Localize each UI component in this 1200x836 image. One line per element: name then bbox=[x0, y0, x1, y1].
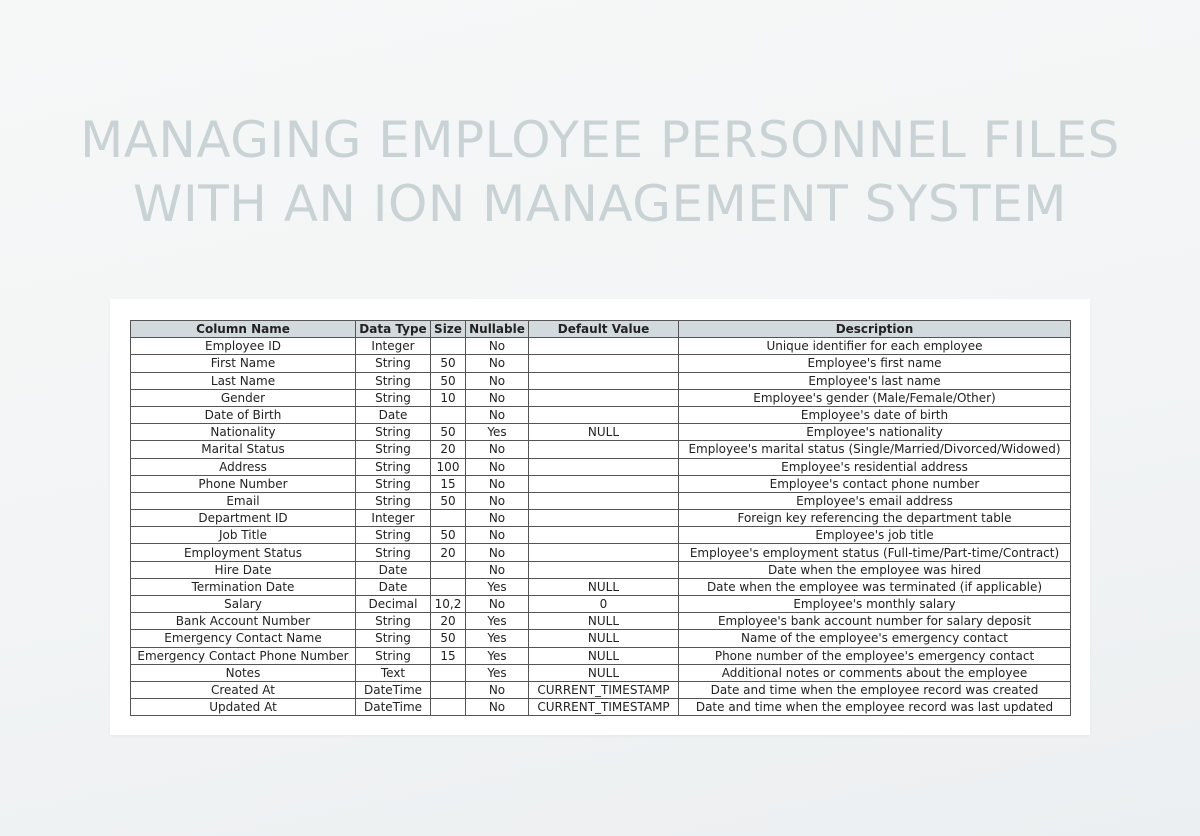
table-row bbox=[131, 510, 1071, 527]
cell-data-type: Text bbox=[356, 664, 431, 681]
cell-data-type: String bbox=[356, 372, 431, 389]
cell-description: Unique identifier for each employee bbox=[679, 338, 1071, 355]
cell-nullable: No bbox=[466, 338, 529, 355]
table-row bbox=[131, 613, 1071, 630]
cell-nullable: No bbox=[466, 372, 529, 389]
cell-description: Date when the employee was terminated (if applicable) bbox=[679, 578, 1071, 595]
cell-nullable: No bbox=[466, 596, 529, 613]
cell-default-value bbox=[529, 510, 679, 527]
cell-nullable: No bbox=[466, 527, 529, 544]
cell-data-type: String bbox=[356, 630, 431, 647]
cell-data-type: String bbox=[356, 424, 431, 441]
cell-size bbox=[431, 561, 466, 578]
cell-column-name: Email bbox=[131, 492, 356, 509]
cell-nullable: No bbox=[466, 492, 529, 509]
cell-column-name: Address bbox=[131, 458, 356, 475]
cell-nullable: No bbox=[466, 699, 529, 716]
table-header-row bbox=[131, 321, 1071, 338]
cell-description: Employee's last name bbox=[679, 372, 1071, 389]
cell-data-type: Integer bbox=[356, 338, 431, 355]
cell-nullable: Yes bbox=[466, 664, 529, 681]
cell-column-name: Emergency Contact Name bbox=[131, 630, 356, 647]
page-title bbox=[0, 108, 1200, 236]
employee-schema-table bbox=[130, 320, 1071, 716]
cell-data-type: String bbox=[356, 527, 431, 544]
cell-nullable: No bbox=[466, 544, 529, 561]
cell-column-name: Marital Status bbox=[131, 441, 356, 458]
table-row bbox=[131, 492, 1071, 509]
cell-data-type: Date bbox=[356, 578, 431, 595]
cell-description: Date and time when the employee record was last updated bbox=[679, 699, 1071, 716]
cell-column-name: Salary bbox=[131, 596, 356, 613]
cell-default-value bbox=[529, 492, 679, 509]
cell-description: Phone number of the employee's emergency contact bbox=[679, 647, 1071, 664]
cell-nullable: Yes bbox=[466, 647, 529, 664]
table-row bbox=[131, 338, 1071, 355]
table-row bbox=[131, 544, 1071, 561]
cell-default-value bbox=[529, 406, 679, 423]
cell-size: 15 bbox=[431, 647, 466, 664]
table-row bbox=[131, 561, 1071, 578]
cell-description: Employee's residential address bbox=[679, 458, 1071, 475]
table-row bbox=[131, 389, 1071, 406]
cell-description: Employee's employment status (Full-time/Part-time/Contract) bbox=[679, 544, 1071, 561]
cell-column-name: Employee ID bbox=[131, 338, 356, 355]
table-row bbox=[131, 647, 1071, 664]
cell-size bbox=[431, 578, 466, 595]
cell-default-value bbox=[529, 355, 679, 372]
table-body bbox=[131, 338, 1071, 716]
title-line-1: MANAGING EMPLOYEE PERSONNEL FILES bbox=[80, 111, 1120, 169]
cell-default-value: NULL bbox=[529, 613, 679, 630]
cell-nullable: No bbox=[466, 389, 529, 406]
header-description: Description bbox=[679, 321, 1071, 338]
cell-column-name: Created At bbox=[131, 681, 356, 698]
table-row bbox=[131, 630, 1071, 647]
table-row bbox=[131, 406, 1071, 423]
cell-data-type: String bbox=[356, 492, 431, 509]
cell-nullable: Yes bbox=[466, 630, 529, 647]
cell-default-value: NULL bbox=[529, 630, 679, 647]
cell-size: 50 bbox=[431, 492, 466, 509]
cell-nullable: Yes bbox=[466, 578, 529, 595]
title-line-2: WITH AN ION MANAGEMENT SYSTEM bbox=[133, 175, 1067, 233]
cell-column-name: First Name bbox=[131, 355, 356, 372]
cell-description: Name of the employee's emergency contact bbox=[679, 630, 1071, 647]
table-row bbox=[131, 578, 1071, 595]
cell-description: Employee's contact phone number bbox=[679, 475, 1071, 492]
cell-data-type: String bbox=[356, 441, 431, 458]
cell-data-type: String bbox=[356, 613, 431, 630]
cell-default-value bbox=[529, 338, 679, 355]
cell-nullable: Yes bbox=[466, 613, 529, 630]
cell-default-value bbox=[529, 527, 679, 544]
cell-data-type: String bbox=[356, 475, 431, 492]
table-row bbox=[131, 355, 1071, 372]
cell-default-value bbox=[529, 441, 679, 458]
cell-nullable: No bbox=[466, 475, 529, 492]
cell-size: 50 bbox=[431, 355, 466, 372]
cell-default-value bbox=[529, 544, 679, 561]
header-data-type: Data Type bbox=[356, 321, 431, 338]
cell-default-value: NULL bbox=[529, 664, 679, 681]
cell-size bbox=[431, 681, 466, 698]
cell-data-type: Decimal bbox=[356, 596, 431, 613]
cell-default-value: NULL bbox=[529, 647, 679, 664]
cell-size: 50 bbox=[431, 527, 466, 544]
cell-size: 20 bbox=[431, 613, 466, 630]
cell-default-value bbox=[529, 475, 679, 492]
cell-nullable: No bbox=[466, 561, 529, 578]
cell-data-type: String bbox=[356, 458, 431, 475]
table-row bbox=[131, 681, 1071, 698]
cell-description: Employee's email address bbox=[679, 492, 1071, 509]
cell-size: 15 bbox=[431, 475, 466, 492]
cell-size bbox=[431, 338, 466, 355]
cell-size bbox=[431, 699, 466, 716]
cell-description: Employee's nationality bbox=[679, 424, 1071, 441]
cell-column-name: Date of Birth bbox=[131, 406, 356, 423]
cell-size: 50 bbox=[431, 424, 466, 441]
cell-size: 50 bbox=[431, 630, 466, 647]
cell-nullable: No bbox=[466, 681, 529, 698]
cell-size bbox=[431, 664, 466, 681]
table-row bbox=[131, 441, 1071, 458]
cell-size: 20 bbox=[431, 544, 466, 561]
cell-default-value: 0 bbox=[529, 596, 679, 613]
cell-description: Employee's marital status (Single/Married/Divorced/Widowed) bbox=[679, 441, 1071, 458]
header-default-value: Default Value bbox=[529, 321, 679, 338]
cell-default-value bbox=[529, 561, 679, 578]
cell-description: Additional notes or comments about the employee bbox=[679, 664, 1071, 681]
table-row bbox=[131, 458, 1071, 475]
cell-data-type: String bbox=[356, 355, 431, 372]
cell-description: Employee's job title bbox=[679, 527, 1071, 544]
cell-data-type: DateTime bbox=[356, 681, 431, 698]
cell-nullable: No bbox=[466, 510, 529, 527]
cell-size bbox=[431, 510, 466, 527]
cell-size bbox=[431, 406, 466, 423]
cell-column-name: Job Title bbox=[131, 527, 356, 544]
cell-default-value bbox=[529, 372, 679, 389]
cell-column-name: Nationality bbox=[131, 424, 356, 441]
header-size: Size bbox=[431, 321, 466, 338]
cell-data-type: String bbox=[356, 544, 431, 561]
cell-nullable: No bbox=[466, 441, 529, 458]
cell-description: Employee's gender (Male/Female/Other) bbox=[679, 389, 1071, 406]
table-row bbox=[131, 527, 1071, 544]
cell-default-value: CURRENT_TIMESTAMP bbox=[529, 681, 679, 698]
cell-description: Foreign key referencing the department table bbox=[679, 510, 1071, 527]
cell-column-name: Hire Date bbox=[131, 561, 356, 578]
cell-description: Employee's bank account number for salary deposit bbox=[679, 613, 1071, 630]
cell-column-name: Phone Number bbox=[131, 475, 356, 492]
spreadsheet-sheet bbox=[110, 299, 1090, 735]
table-row bbox=[131, 475, 1071, 492]
cell-column-name: Last Name bbox=[131, 372, 356, 389]
cell-data-type: Date bbox=[356, 561, 431, 578]
cell-data-type: Date bbox=[356, 406, 431, 423]
cell-column-name: Department ID bbox=[131, 510, 356, 527]
cell-description: Date and time when the employee record was created bbox=[679, 681, 1071, 698]
cell-description: Employee's monthly salary bbox=[679, 596, 1071, 613]
cell-column-name: Emergency Contact Phone Number bbox=[131, 647, 356, 664]
cell-column-name: Employment Status bbox=[131, 544, 356, 561]
table-row bbox=[131, 699, 1071, 716]
cell-description: Employee's date of birth bbox=[679, 406, 1071, 423]
table-row bbox=[131, 664, 1071, 681]
cell-nullable: Yes bbox=[466, 424, 529, 441]
cell-data-type: String bbox=[356, 389, 431, 406]
cell-column-name: Updated At bbox=[131, 699, 356, 716]
table-row bbox=[131, 424, 1071, 441]
cell-size: 50 bbox=[431, 372, 466, 389]
cell-description: Employee's first name bbox=[679, 355, 1071, 372]
cell-data-type: Integer bbox=[356, 510, 431, 527]
cell-size: 100 bbox=[431, 458, 466, 475]
cell-column-name: Bank Account Number bbox=[131, 613, 356, 630]
cell-default-value: NULL bbox=[529, 578, 679, 595]
cell-column-name: Gender bbox=[131, 389, 356, 406]
cell-size: 20 bbox=[431, 441, 466, 458]
cell-default-value: NULL bbox=[529, 424, 679, 441]
table-row bbox=[131, 596, 1071, 613]
header-nullable: Nullable bbox=[466, 321, 529, 338]
cell-nullable: No bbox=[466, 406, 529, 423]
cell-nullable: No bbox=[466, 355, 529, 372]
cell-description: Date when the employee was hired bbox=[679, 561, 1071, 578]
cell-data-type: String bbox=[356, 647, 431, 664]
cell-column-name: Termination Date bbox=[131, 578, 356, 595]
cell-default-value bbox=[529, 458, 679, 475]
cell-default-value: CURRENT_TIMESTAMP bbox=[529, 699, 679, 716]
table-row bbox=[131, 372, 1071, 389]
cell-column-name: Notes bbox=[131, 664, 356, 681]
cell-size: 10 bbox=[431, 389, 466, 406]
header-column-name: Column Name bbox=[131, 321, 356, 338]
cell-default-value bbox=[529, 389, 679, 406]
cell-data-type: DateTime bbox=[356, 699, 431, 716]
cell-size: 10,2 bbox=[431, 596, 466, 613]
cell-nullable: No bbox=[466, 458, 529, 475]
